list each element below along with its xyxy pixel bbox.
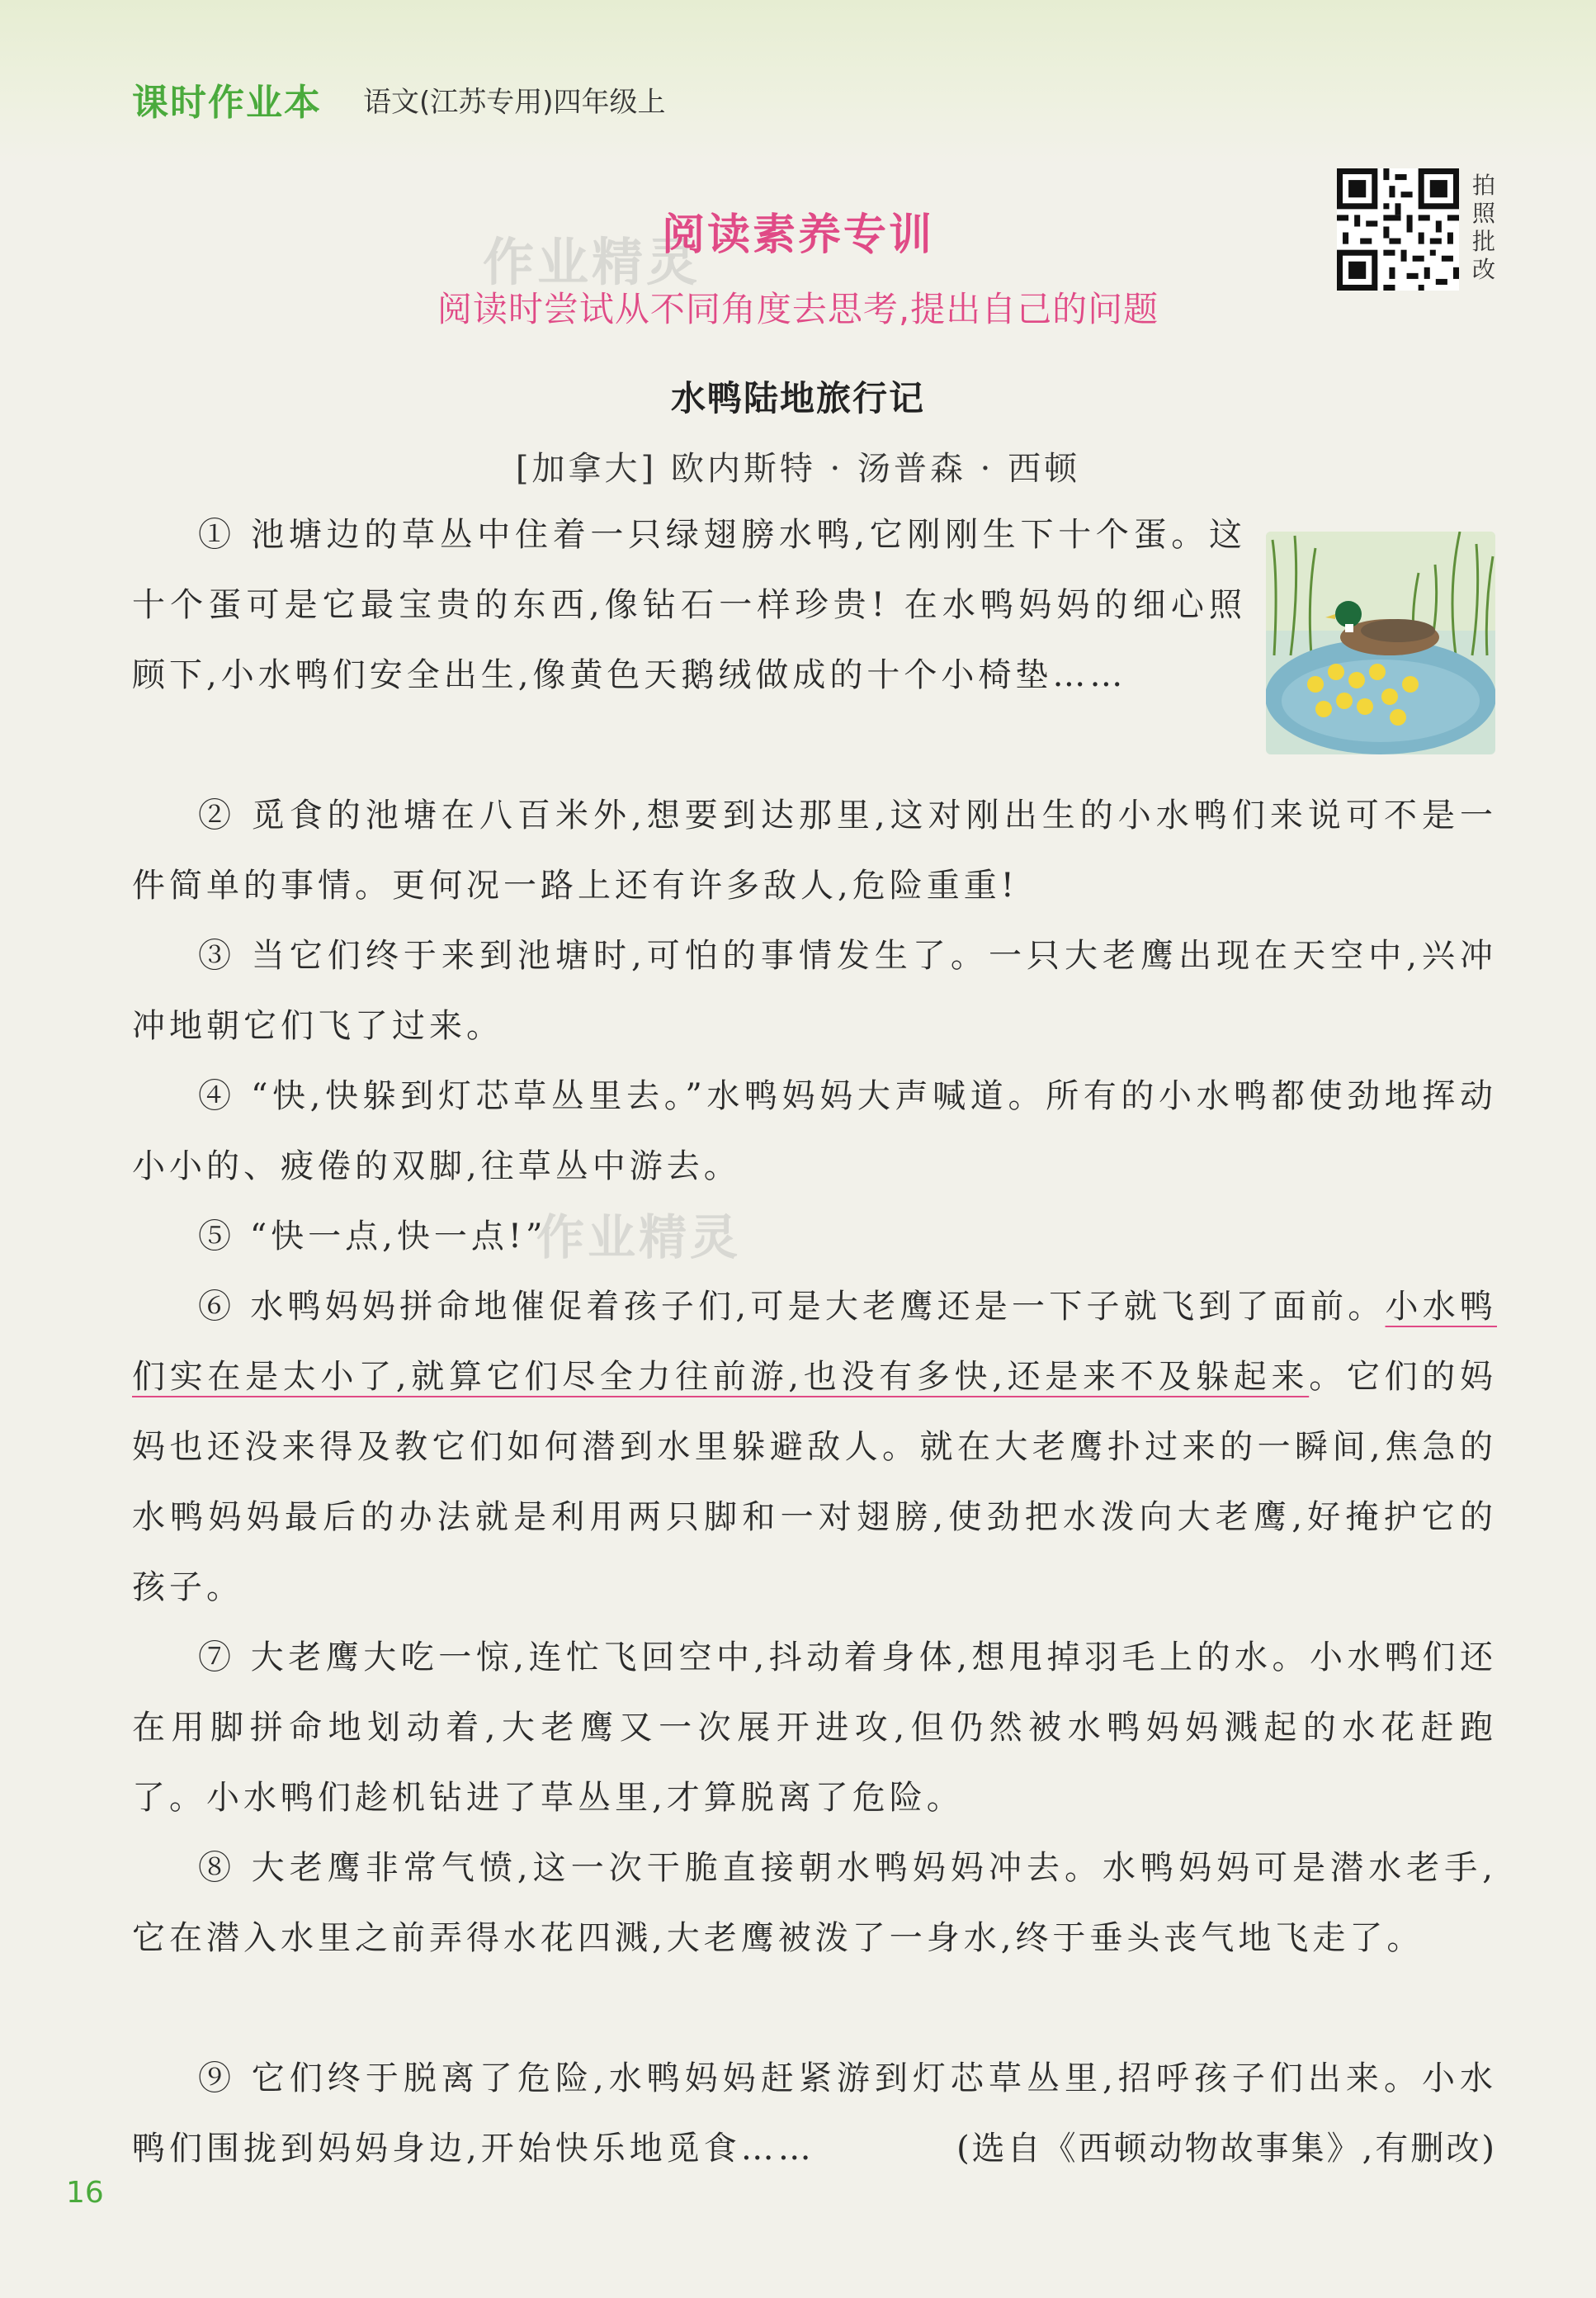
paragraph-3: ③ 当它们终于来到池塘时,可怕的事情发生了。一只大老鹰出现在天空中,兴冲冲地朝它们飞了过来。 (132, 937, 1497, 1045)
paragraph-6-start: ⑥ 水鸭妈妈拼命地催促着孩子们,可是大老鹰还是一下子就飞到了面前。 (198, 1288, 1386, 1326)
underlined-sentence: 小水鸭们实在是太小了,就算它们尽全力往前游,也没有多快,还是来不及躲起来 (132, 1288, 1498, 1396)
paragraph-4: ④ “快,快躲到灯芯草丛里去。”水鸭妈妈大声喊道。所有的小水鸭都使劲地挥动小小的、疲倦的双脚,往草丛中游去。 (132, 1077, 1497, 1185)
brand-title: 课时作业本 (132, 82, 322, 124)
source-citation: (选自《西顿动物故事集》,有删改) (956, 2130, 1497, 2168)
paragraph-8: ⑧ 大老鹰非常气愤,这一次干脆直接朝水鸭妈妈冲去。水鸭妈妈可是潜水老手,它在潜入水里之前弄得水花四溅,大老鹰被泼了一身水,终于垂头丧气地飞走了。 (132, 1849, 1497, 1957)
paragraph-9-text: ⑨ 它们终于脱离了危险,水鸭妈妈赶紧游到灯芯草丛里,招呼孩子们出来。小水鸭们围拢到妈妈身边,开始快乐地觅食…… (132, 2059, 1497, 2168)
section-title: 阅读素养专训 (661, 210, 934, 260)
paragraph-2: ② 觅食的池塘在八百米外,想要到达那里,这对刚出生的小水鸭们来说可不是一件简单的事情。更何况一路上还有许多敌人,危险重重! (132, 797, 1497, 905)
paragraph-6-end: 。它们的妈妈也还没来得及教它们如何潜到水里躲避敌人。就在大老鹰扑过来的一瞬间,焦急的水鸭妈妈最后的办法就是利用两只脚和一对翅膀,使劲把水泼向大老鹰,好掩护它的孩子。 (132, 1358, 1497, 1606)
paragraph-6 (132, 1272, 1497, 1623)
paragraph-1: ① 池塘边的草丛中住着一只绿翅膀水鸭,它刚刚生下十个蛋。这十个蛋可是它最宝贵的东西,像钻石一样珍贵! 在水鸭妈妈的细心照顾下,小水鸭们安全出生,像黄色天鹅绒做成的十个小椅垫…… (132, 516, 1246, 694)
paragraph-7: ⑦ 大老鹰大吃一惊,连忙飞回空中,抖动着身体,想甩掉羽毛上的水。小水鸭们还在用脚拼命地划动着,大老鹰又一次展开进攻,但仍然被水鸭妈妈溅起的水花赶跑了。小水鸭们趁机钻进了草丛里,才算脱离了危险。 (132, 1638, 1497, 1817)
watermark: 作业精灵 (536, 1209, 742, 1265)
article-author: [加拿大] 欧内斯特 · 汤普森 · 西顿 (515, 450, 1081, 488)
article-title: 水鸭陆地旅行记 (670, 378, 925, 418)
book-subtitle: 语文(江苏专用)四年级上 (363, 86, 666, 119)
watermark: 作业精灵 (483, 232, 701, 292)
duck-illustration (1266, 532, 1495, 754)
paragraph-5: ⑤ “快一点,快一点!” (198, 1218, 547, 1255)
paragraph-9 (132, 2044, 1497, 2184)
page-number: 16 (66, 2176, 104, 2210)
section-subtitle: 阅读时尝试从不同角度去思考,提出自己的问题 (437, 289, 1159, 329)
qr-label: 拍照批改 (1471, 172, 1495, 283)
